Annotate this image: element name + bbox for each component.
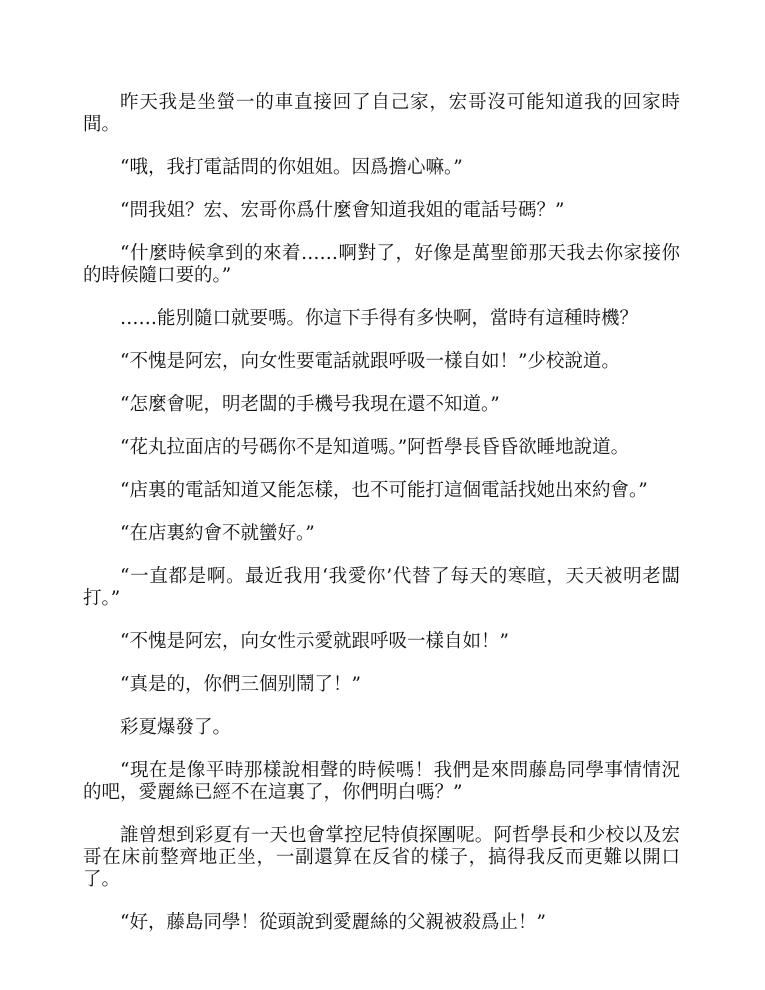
paragraph-9: “店裏的電話知道又能怎樣，也不可能打這個電話找她出來約會。” — [120, 480, 648, 501]
paragraph-3: “問我姐？宏、宏哥你爲什麼會知道我姐的電話号碼？” — [120, 200, 565, 221]
paragraph-16: 誰曾想到彩夏有一天也會掌控尼特偵探團呢。阿哲學長和少校以及宏哥在床前整齊地正坐，一副還算在反省的樣子，搞得我反而更難以開口了。 — [83, 825, 680, 890]
paragraph-13: “真是的，你們三個别鬧了！” — [120, 674, 361, 695]
paragraph-15: “現在是像平時那樣說相聲的時候嗎！我們是來問藤島同學事情情況的吧，愛麗絲已經不在這裏了，你們明白嗎？” — [83, 760, 680, 803]
paragraph-10: “在店裏約會不就蠻好。” — [120, 523, 315, 544]
paragraph-6: “不愧是阿宏，向女性要電話就跟呼吸一樣自如！”少校說道。 — [120, 351, 620, 372]
paragraph-2: “哦，我打電話問的你姐姐。因爲擔心嘛。” — [120, 157, 463, 178]
paragraph-8: “花丸拉面店的号碼你不是知道嗎。”阿哲學長昏昏欲睡地說道。 — [120, 437, 630, 458]
paragraph-5: ……能別隨口就要嗎。你這下手得有多快啊，當時有這種時機？ — [120, 308, 639, 329]
paragraph-7: “怎麼會呢，明老闆的手機号我現在還不知道。” — [120, 394, 500, 415]
paragraph-1: 昨天我是坐螢一的車直接回了自己家，宏哥沒可能知道我的回家時間。 — [83, 92, 680, 135]
paragraph-4: “什麼時候拿到的來着……啊對了，好像是萬聖節那天我去你家接你的時候隨口要的。” — [83, 243, 680, 286]
paragraph-11: “一直都是啊。最近我用‘我愛你’代替了每天的寒暄，天天被明老闆打。” — [83, 566, 680, 609]
paragraph-14: 彩夏爆發了。 — [120, 717, 232, 738]
novel-page-body — [83, 92, 680, 955]
paragraph-12: “不愧是阿宏，向女性示愛就跟呼吸一樣自如！” — [120, 631, 509, 652]
paragraph-17: “好，藤島同學！從頭說到愛麗絲的父親被殺爲止！” — [120, 912, 546, 933]
